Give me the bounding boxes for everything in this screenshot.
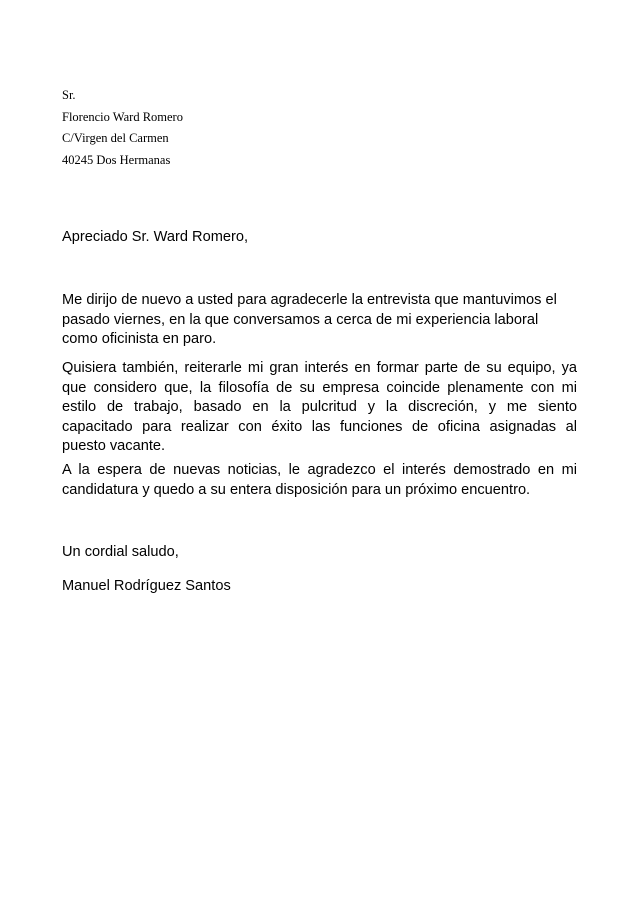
body-paragraph-3	[62, 461, 577, 500]
paragraph-line: Me dirijo de nuevo a usted para agradecerle la entrevista que mantuvimos el	[62, 292, 557, 308]
recipient-city: 40245 Dos Hermanas	[62, 152, 171, 167]
paragraph-line: capacitado para realizar con éxito las funciones de oficina asignadas al	[62, 418, 577, 435]
paragraph-line: estilo de trabajo, basado en la pulcritud y la discreción, y me siento	[62, 399, 577, 415]
paragraph-line: puesto vacante.	[62, 438, 166, 454]
paragraph-line: como oficinista en paro.	[62, 331, 217, 347]
recipient-title: Sr.	[62, 88, 76, 102]
paragraph-line: que considero que, la filosofía de su empresa coincide plenamente con mi	[62, 379, 577, 396]
paragraph-line: pasado viernes, en la que conversamos a cerca de mi experiencia laboral	[62, 311, 539, 328]
letter-closing: Un cordial saludo,	[62, 544, 179, 560]
body-paragraph-2	[62, 359, 577, 457]
sender-signature: Manuel Rodríguez Santos	[62, 578, 231, 594]
letter-greeting: Apreciado Sr. Ward Romero,	[62, 229, 249, 245]
paragraph-line: candidatura y quedo a su entera disposición para un próximo encuentro.	[62, 481, 531, 498]
paragraph-line: Quisiera también, reiterarle mi gran interés en formar parte de su equipo, ya	[62, 360, 577, 376]
recipient-name: Florencio Ward Romero	[62, 109, 183, 124]
paragraph-line: A la espera de nuevas noticias, le agradezco el interés demostrado en mi	[62, 462, 577, 478]
body-paragraph-1	[62, 291, 577, 350]
recipient-street: C/Virgen del Carmen	[62, 131, 169, 146]
recipient-address	[62, 85, 183, 171]
